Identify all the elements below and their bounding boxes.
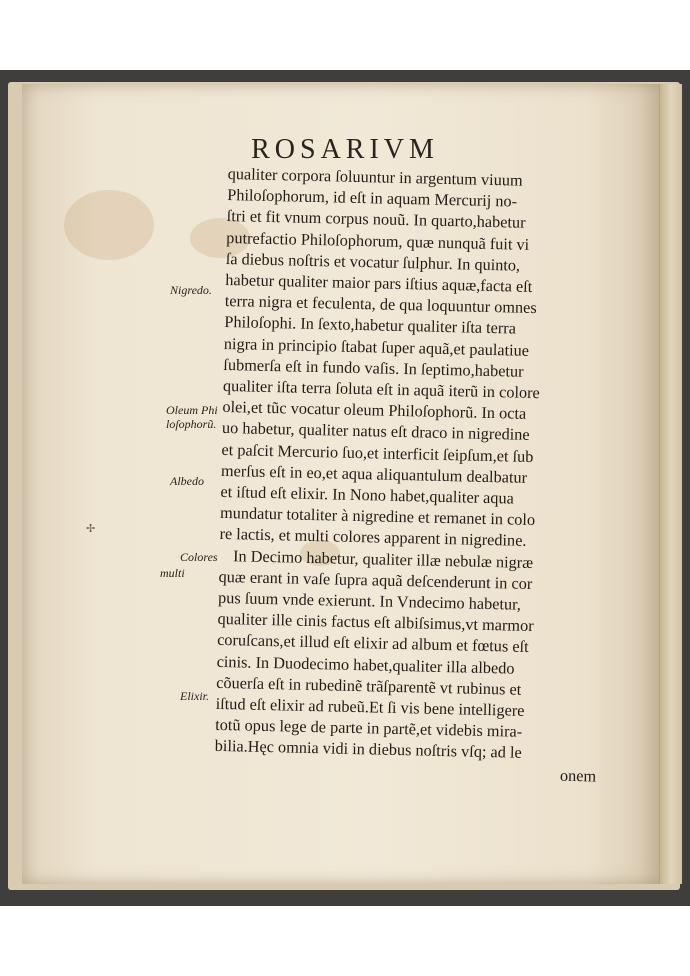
text-line: putrefactio Philoſophorum, quæ nunquã fuit vi bbox=[226, 227, 530, 254]
page-edge bbox=[659, 84, 682, 884]
foxing-stain bbox=[64, 190, 154, 260]
text-line: et paſcit Mercurio ſuo,et interficit ſeipſum,et ſub bbox=[221, 439, 534, 466]
text-line: ſa diebus noſtris et vocatur ſulphur. In quinto, bbox=[225, 248, 521, 275]
text-line: quæ erant in vaſe ſupra aquã deſcenderunt in cor bbox=[218, 566, 533, 593]
text-line: re lactis, et multi colores apparent in nigredine. bbox=[219, 524, 527, 551]
marginal-note-multi: multi bbox=[160, 566, 185, 580]
text-line: pus ſuum vnde exierunt. In Vndecimo habetur, bbox=[217, 587, 522, 614]
text-line: Philoſophi. In ſexto,habetur qualiter iſta terra bbox=[224, 312, 517, 338]
marginal-note-albedo: Albedo bbox=[170, 474, 204, 488]
text-line: cinis. In Duodecimo habet,qualiter illa albedo bbox=[216, 651, 515, 678]
text-line: Philoſophorum, id eſt in aquam Mercurij no- bbox=[227, 185, 518, 211]
marginal-note-oleum bbox=[166, 403, 218, 431]
text-line: totũ opus lege de parte in partẽ,et videbis mira- bbox=[215, 715, 523, 742]
text-line: coruſcans,et illud eſt elixir ad album et fœtus eſt bbox=[216, 630, 529, 657]
text-line: uo habetur, qualiter natus eſt draco in nigredine bbox=[221, 418, 530, 445]
marginal-note-elixir: Elixir. bbox=[180, 689, 209, 703]
text-line: qualiter ille cinis factus eſt albiſsimus,vt marmor bbox=[217, 609, 534, 636]
body-text bbox=[214, 163, 638, 787]
text-line: In Decimo habetur, qualiter illæ nebulæ nigræ bbox=[232, 545, 534, 572]
marginal-note-nigredo: Nigredo. bbox=[170, 283, 212, 297]
text-line: ſtri et fit vnum corpus nouũ. In quarto,habetur bbox=[226, 206, 526, 233]
text-line: nigra in principio ſtabat ſuper aquã,et paulatiue bbox=[223, 333, 530, 360]
text-line: olei,et tũc vocatur oleum Philoſophorũ. In octa bbox=[222, 397, 527, 424]
text-line: cõuerſa eſt in rubedinẽ trãſparentẽ vt rubinus et bbox=[216, 672, 522, 699]
text-line: merſus eſt in eo,et aqua aliquantulum dealbatur bbox=[220, 460, 528, 487]
stray-mark: ✢ bbox=[86, 522, 96, 535]
text-line: onem bbox=[559, 765, 597, 786]
marginal-note-oleum-line2: loſophorũ. bbox=[166, 417, 217, 431]
text-line: ſubmerſa eſt in fundo vaſis. In ſeptimo,habetur bbox=[223, 354, 524, 381]
text-line: qualiter corpora ſoluuntur in argentum viuum bbox=[227, 163, 523, 190]
running-title: ROSARIVM bbox=[251, 134, 439, 165]
text-line: terra nigra et feculenta, de qua loquuntur omnes bbox=[224, 291, 537, 318]
text-line: habetur qualiter maior pars iſtius aquæ,facta eſt bbox=[225, 269, 533, 296]
text-line: qualiter iſta terra ſoluta eſt in aquã iterũ in colore bbox=[222, 375, 540, 403]
text-line: iſtud eſt elixir ad rubeũ.Et ſi vis bene intelligere bbox=[215, 693, 525, 720]
marginal-note-oleum-line1: Oleum Phi bbox=[166, 403, 218, 417]
text-line: mundatur totaliter à nigredine et remanet in colo bbox=[219, 503, 536, 530]
text-line: bilia.Hęc omnia vidi in diebus noſtris vſq; ad le bbox=[214, 736, 522, 763]
text-line: et iſtud eſt elixir. In Nono habet,qualiter aqua bbox=[220, 481, 515, 508]
marginal-note-colores: Colores bbox=[180, 550, 218, 564]
